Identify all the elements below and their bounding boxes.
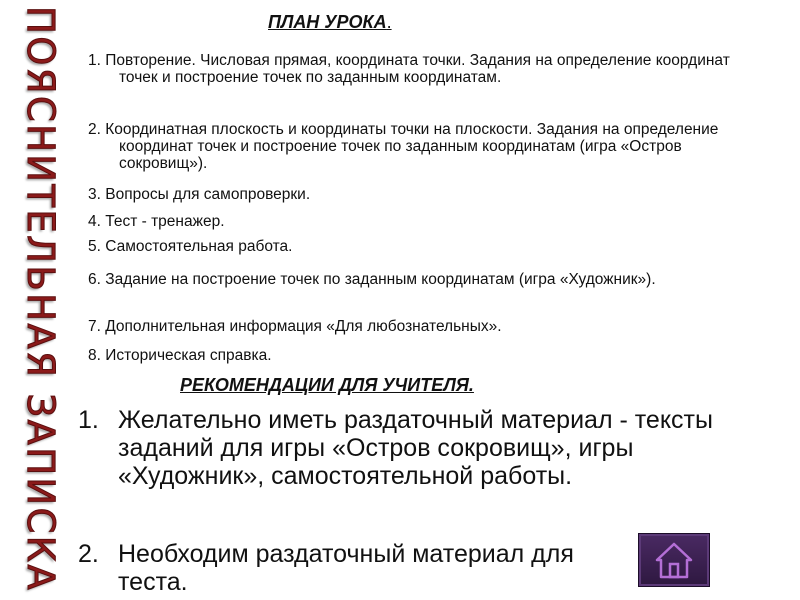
plan-item: 1. Повторение. Числовая прямая, координата точки. Задания на определение координат точек и построение точек по заданным координатам. [88, 52, 730, 86]
recommendation-item [78, 406, 768, 490]
plan-item: 3. Вопросы для самопроверки. [88, 186, 311, 203]
recommendation-text: Необходим раздаточный материал для теста. [118, 540, 574, 596]
plan-title-text: ПЛАН УРОКА [268, 12, 387, 32]
recommendations-title: РЕКОМЕНДАЦИИ ДЛЯ УЧИТЕЛЯ. [180, 375, 474, 395]
recommendation-number: 1. [78, 406, 99, 434]
recommendation-number: 2. [78, 540, 99, 568]
plan-title-dot: . [386, 12, 392, 32]
plan-item: 6. Задание на построение точек по заданным координатам (игра «Художник»). [88, 271, 656, 288]
plan-item: 7. Дополнительная информация «Для любознательных». [88, 318, 502, 335]
home-icon [654, 540, 694, 580]
recommendation-item [78, 540, 628, 596]
home-button[interactable] [638, 533, 710, 587]
plan-title [268, 12, 392, 33]
plan-item: 2. Координатная плоскость и координаты точки на плоскости. Задания на определение координат точек и построение точек по заданным координатам (игра «Остров сокровищ»). [88, 121, 719, 172]
plan-item: 4. Тест - тренажер. [88, 213, 225, 230]
plan-item: 8. Историческая справка. [88, 347, 272, 364]
side-title: ПОЯСНИТЕЛЬНАЯ ЗАПИСКА [19, 6, 62, 593]
plan-item: 5. Самостоятельная работа. [88, 238, 293, 255]
recommendation-text: Желательно иметь раздаточный материал - тексты заданий для игры «Остров сокровищ», игры «Художник», самостоятельной работы. [118, 406, 713, 490]
